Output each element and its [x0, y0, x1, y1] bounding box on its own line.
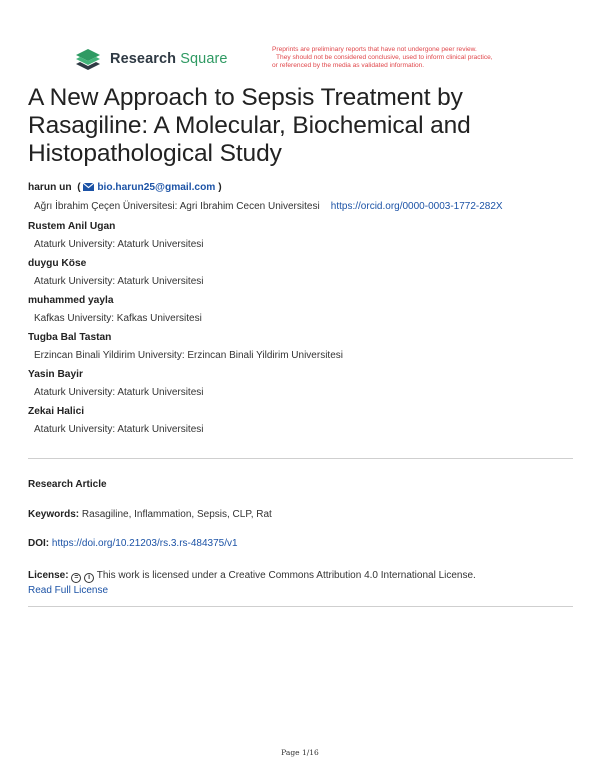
license-label: License:	[28, 570, 69, 581]
research-square-logo-icon	[74, 48, 102, 70]
author-name-line: harun un ( bio.harun25@gmail.com )	[28, 182, 222, 193]
author-name: harun un	[28, 182, 72, 193]
author-entry	[28, 181, 573, 215]
author-name: muhammed yayla	[28, 295, 114, 306]
author-list	[28, 181, 573, 442]
logo-square: Square	[180, 51, 228, 67]
author-name: Zekai Halici	[28, 406, 85, 417]
read-full-license-link[interactable]: Read Full License	[28, 585, 109, 596]
research-square-logo[interactable]	[74, 48, 228, 70]
doi-row	[28, 538, 573, 549]
article-type	[28, 479, 573, 490]
license-text: This work is licensed under a Creative Commons Attribution 4.0 International License.	[96, 570, 476, 581]
orcid-link[interactable]: https://orcid.org/0000-0003-1772-282X	[330, 201, 503, 212]
author-affiliation: Ataturk University: Ataturk Universitesi	[34, 387, 204, 398]
page-number: Page 1/16	[281, 748, 319, 757]
author-email-link[interactable]: bio.harun25@gmail.com	[97, 182, 216, 193]
notice-line: Preprints are preliminary reports that have not undergone peer review.	[272, 46, 477, 53]
doi-link[interactable]: https://doi.org/10.21203/rs.3.rs-484375/v1	[51, 538, 238, 549]
keywords-row	[28, 509, 573, 520]
notice-line: They should not be considered conclusive, used to inform clinical practice,	[276, 54, 493, 61]
author-name: Yasin Bayir	[28, 369, 83, 380]
divider	[28, 458, 573, 459]
preprint-notice	[272, 46, 572, 70]
cc-by-icon: i	[84, 573, 94, 583]
envelope-icon	[83, 183, 94, 191]
author-affiliation: Ataturk University: Ataturk Universitesi	[34, 276, 204, 287]
author-affiliation: Kafkas University: Kafkas Universitesi	[34, 313, 202, 324]
author-entry	[28, 257, 573, 289]
author-affiliation: Erzincan Binali Yildirim University: Erzincan Binali Yildirim Universitesi	[34, 350, 343, 361]
author-name: Rustem Anil Ugan	[28, 221, 116, 232]
author-affiliation: Ataturk University: Ataturk Universitesi	[34, 424, 204, 435]
doi-label: DOI:	[28, 538, 50, 549]
author-entry	[28, 405, 573, 437]
author-name: Tugba Bal Tastan	[28, 332, 112, 343]
logo-wordmark	[110, 51, 228, 67]
author-entry	[28, 220, 573, 252]
author-affiliation: Ataturk University: Ataturk Universitesi	[34, 239, 204, 250]
keywords-value: Rasagiline, Inflammation, Sepsis, CLP, Rat	[81, 509, 272, 520]
author-affiliation	[28, 198, 573, 215]
license-row	[28, 568, 573, 598]
paper-title: A New Approach to Sepsis Treatment by Rasagiline: A Molecular, Biochemical and Histopathological Study	[28, 84, 471, 167]
author-entry	[28, 368, 573, 400]
notice-line: or referenced by the media as validated information.	[272, 62, 425, 69]
logo-research: Research	[110, 51, 177, 67]
divider	[28, 606, 573, 607]
author-name: duygu Köse	[28, 258, 87, 269]
cc-icon: =	[71, 573, 81, 583]
affiliation-text: Ağrı İbrahim Çeçen Üniversitesi: Agri Ibrahim Cecen Universitesi	[34, 201, 320, 212]
keywords-label: Keywords:	[28, 509, 80, 520]
article-type-label: Research Article	[28, 479, 107, 490]
author-entry	[28, 331, 573, 363]
author-entry	[28, 294, 573, 326]
